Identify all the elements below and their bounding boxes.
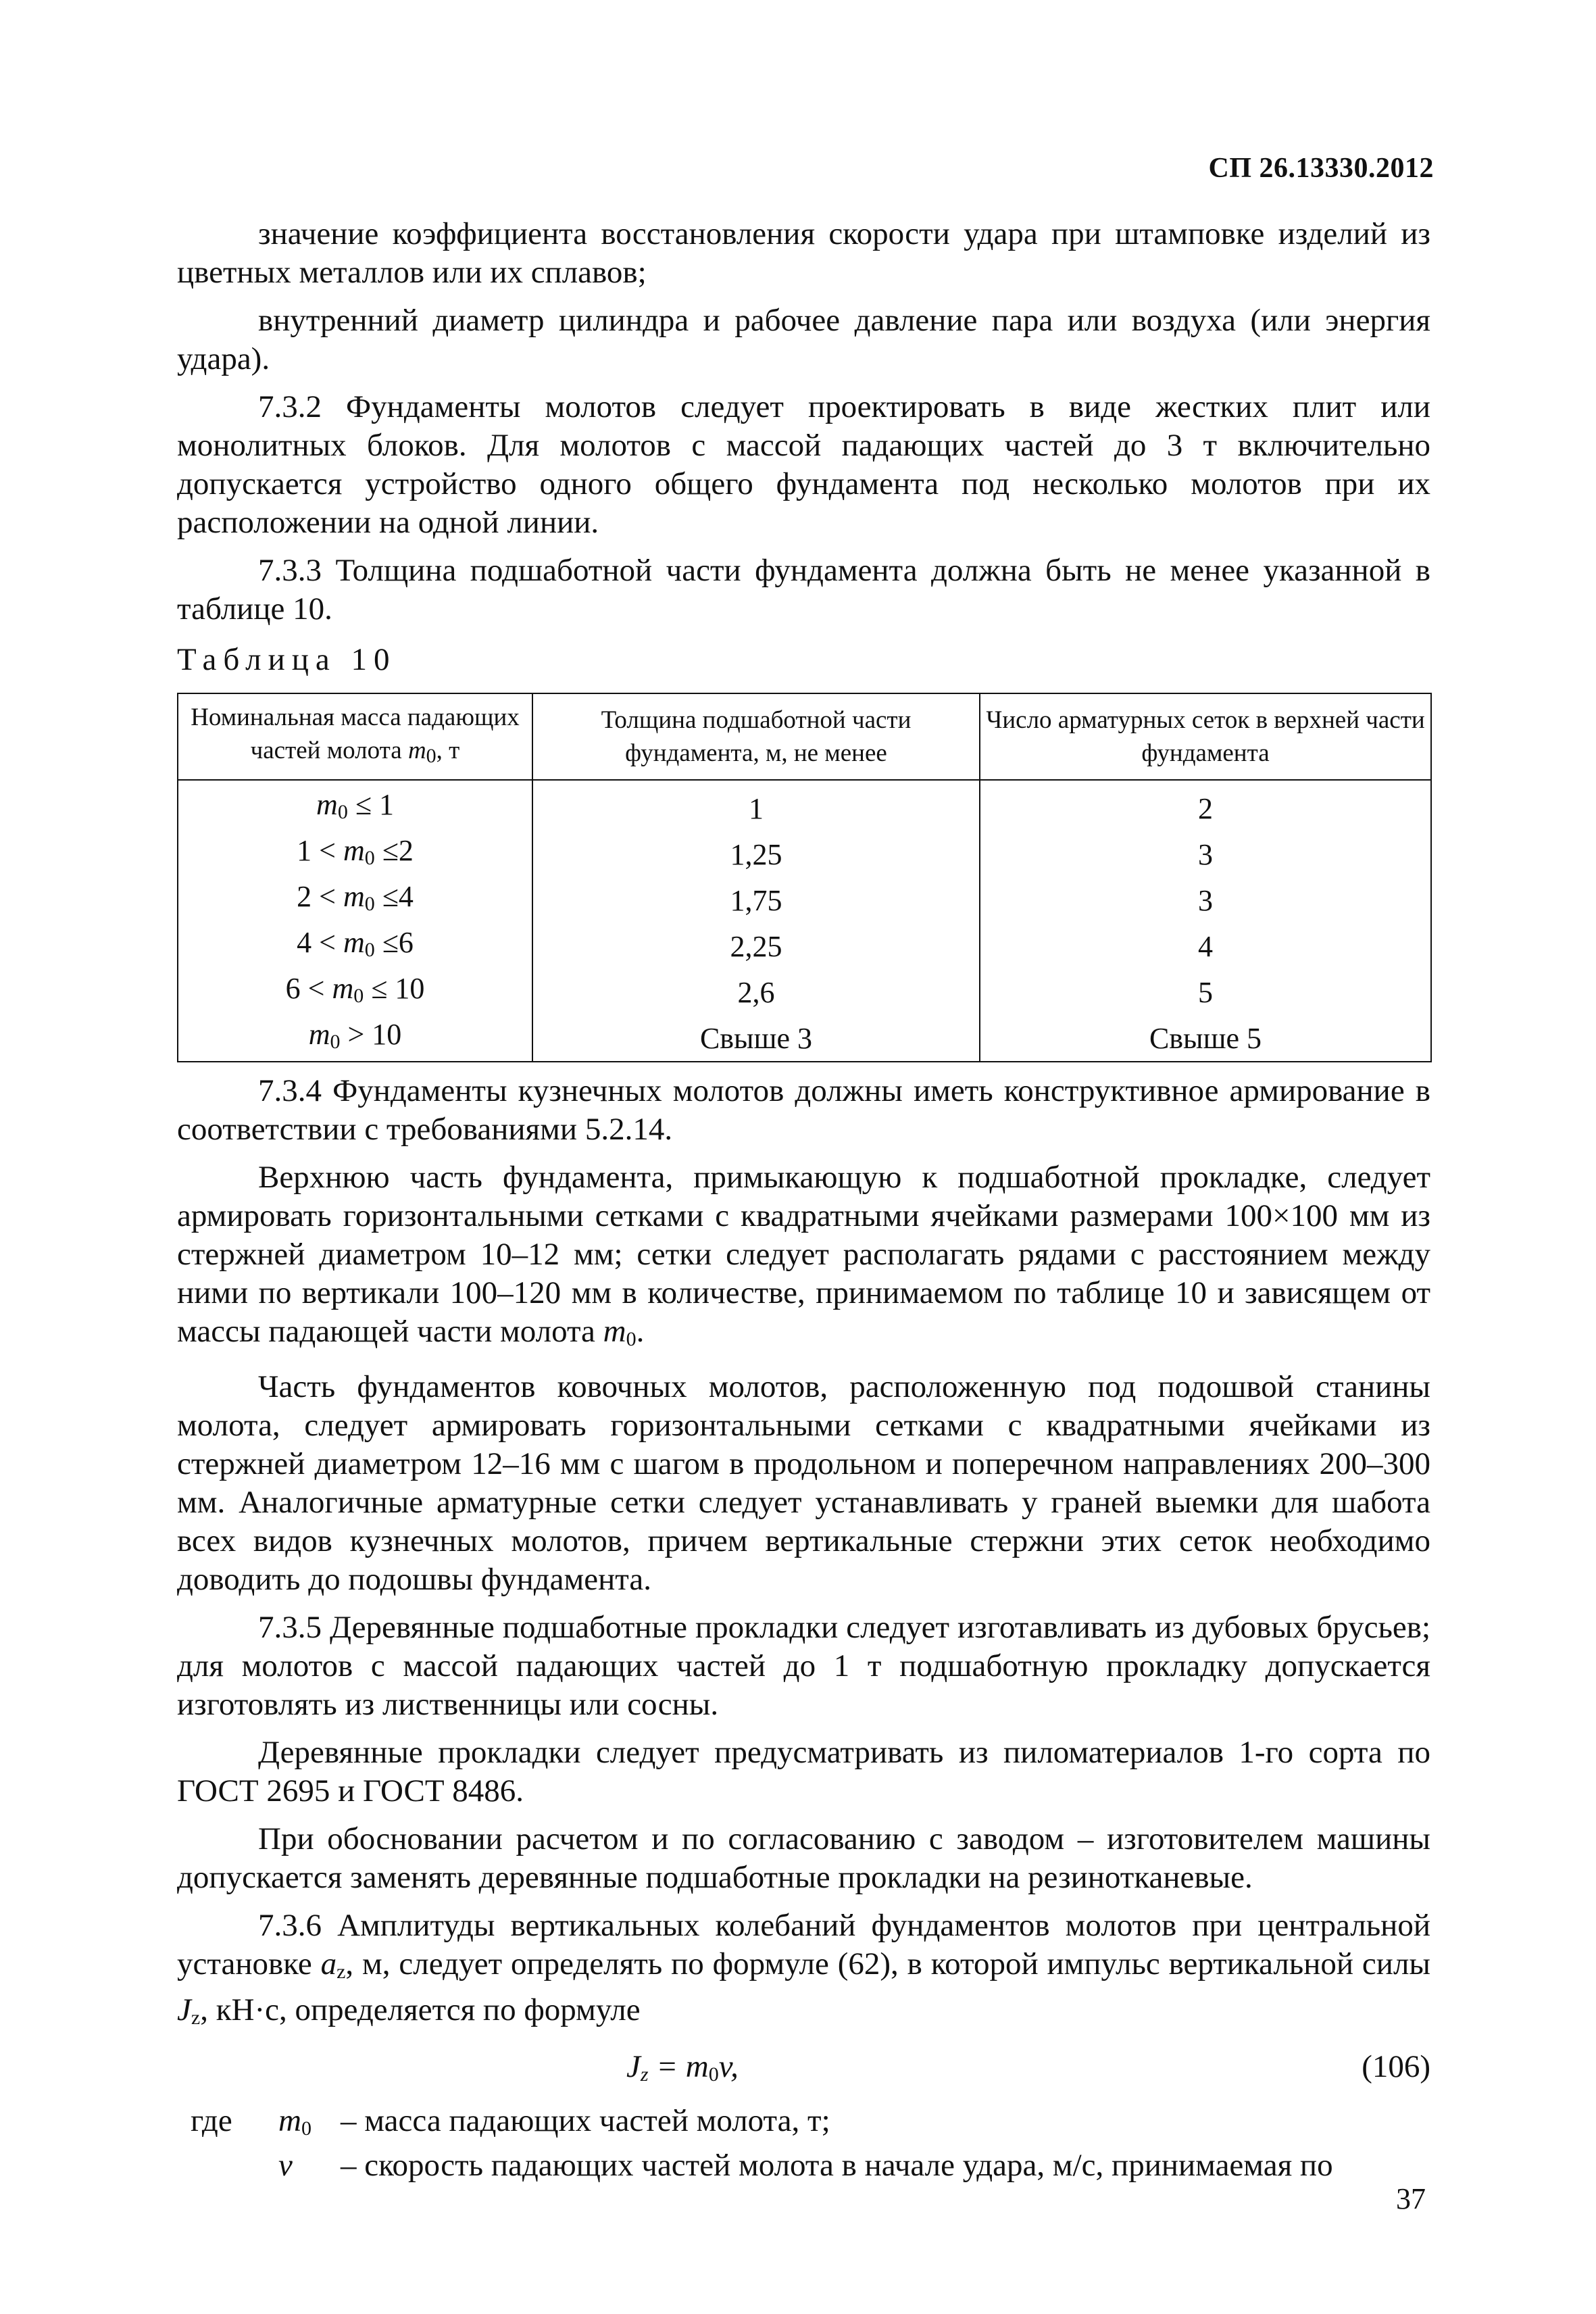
amplitude-subscript: z	[336, 1961, 346, 1983]
table-row	[178, 877, 1431, 923]
paragraph-7-3-4: 7.3.4 Фундаменты кузнечных молотов должны иметь конструктивное армирование в соответствии с требованиями 5.2.14.	[177, 1073, 1430, 1147]
paragraph-2: внутренний диаметр цилиндра и рабочее давление пара или воздуха (или энергия удара).	[177, 303, 1430, 376]
cell-mass	[178, 969, 532, 1015]
table-caption: Таблица 10	[177, 642, 397, 677]
cell-thickness: 1,25	[532, 831, 980, 877]
mass-value: $m_0 > 10$	[308, 1018, 402, 1053]
where-symbol: $m_0$	[278, 2103, 311, 2140]
paragraph-7-3-6-a: 7.3.6 Амплитуды вертикальных колебаний фундаментов молотов при центральной установке	[177, 1908, 1430, 1981]
table-row	[178, 1015, 1431, 1062]
page-content	[177, 215, 1430, 2191]
formula-number: (106)	[1362, 2049, 1430, 2084]
header-mass-symbol: m	[407, 737, 426, 764]
mass-value: $2 < m_0 \le 4$	[297, 880, 414, 915]
where-symbol: v	[278, 2148, 293, 2183]
table-10	[177, 693, 1432, 1062]
cell-thickness: 1,75	[532, 877, 980, 923]
header-mass	[178, 693, 532, 780]
cell-thickness: Свыше 3	[532, 1015, 980, 1062]
paragraph-7-3-5: 7.3.5 Деревянные подшаботные прокладки следует изготавливать из дубовых брусьев; для молотов с массой падающих частей до 1 т подшаботную прокладку допускается изготовлять из лиственницы или сосны.	[177, 1610, 1430, 1722]
paragraph-rubber-pads: При обосновании расчетом и по согласованию с заводом – изготовителем машины допускается заменять деревянные подшаботные прокладки на резинотканевые.	[177, 1821, 1430, 1895]
cell-mass	[178, 877, 532, 923]
mass-value: $1 < m_0 \le 2$	[297, 834, 414, 869]
mass-value: $m_0 \le 1$	[316, 788, 394, 823]
paragraph-7-3-3: 7.3.3 Толщина подшаботной части фундамента должна быть не менее указанной в таблице 10.	[177, 553, 1430, 626]
paragraph-7-3-6-c: , кН·с, определяется по формуле	[200, 1992, 641, 2027]
cell-thickness: 2,25	[532, 923, 980, 969]
where-item	[177, 2146, 1430, 2187]
impulse-subscript: z	[191, 2007, 201, 2029]
cell-meshes: 5	[980, 969, 1431, 1015]
where-text: – скорость падающих частей молота в начале удара, м/с, принимаемая по	[341, 2148, 1333, 2183]
paragraph-7-3-6-b: , м, следует определять по формуле (62), в которой импульс вертикальной силы	[345, 1946, 1430, 1981]
amplitude-symbol: a	[320, 1946, 337, 1981]
paragraph-reinforcement-top	[177, 1158, 1430, 1358]
table-body	[178, 780, 1431, 1062]
cell-meshes: 3	[980, 877, 1431, 923]
table-row	[178, 831, 1431, 877]
where-item	[177, 2102, 1430, 2142]
cell-mass	[178, 780, 532, 831]
document-code: СП 26.13330.2012	[1208, 153, 1434, 184]
cell-mass	[178, 923, 532, 969]
page-number: 37	[1396, 2182, 1426, 2215]
formula-106	[177, 2048, 1430, 2091]
mass-subscript: 0	[626, 1328, 637, 1350]
paragraph-7-3-2: 7.3.2 Фундаменты молотов следует проектировать в виде жестких плит или монолитных блоков. Для молотов с массой падающих частей до 3 т включительно допускается устройство одного общего фундамента под несколько молотов при их расположении на одной линии.	[177, 389, 1430, 540]
header-mass-text: Номинальная масса падающих частей молота	[191, 704, 520, 764]
cell-mass	[178, 1015, 532, 1062]
paragraph-end-dot: .	[636, 1314, 645, 1349]
table-row	[178, 780, 1431, 831]
cell-meshes: 4	[980, 923, 1431, 969]
formula-expression: $J_z = m_0v$,	[626, 2049, 739, 2086]
impulse-symbol: J	[177, 1992, 191, 2027]
where-text: – масса падающих частей молота, т;	[341, 2103, 830, 2138]
mass-value: $4 < m_0 \le 6$	[297, 926, 414, 961]
paragraph-7-3-6	[177, 1906, 1430, 2037]
paragraph-forging-hammers: Часть фундаментов ковочных молотов, расположенную под подошвой станины молота, следует армировать горизонтальными сетками с квадратными ячейками из стержней диаметром 12–16 мм с шагом в продольном и поперечном направлениях 200–300 мм. Аналогичные арматурные сетки следует устанавливать у граней выемки для шабота всех видов кузнечных молотов, причем вертикальные стержни этих сеток необходимо доводить до подошвы фундамента.	[177, 1369, 1430, 1597]
header-mass-unit: , т	[436, 737, 460, 764]
cell-thickness: 2,6	[532, 969, 980, 1015]
cell-meshes: 2	[980, 780, 1431, 831]
header-mass-subscript: 0	[426, 745, 437, 767]
paragraph-1: значение коэффициента восстановления скорости удара при штамповке изделий из цветных металлов или их сплавов;	[177, 216, 1430, 290]
header-meshes: Число арматурных сеток в верхней части фундамента	[980, 693, 1431, 780]
paragraph-reinforcement-text: Верхнюю часть фундамента, примыкающую к подшаботной прокладке, следует армировать горизонтальными сетками с квадратными ячейками размерами 100×100 мм из стержней диаметром 10–12 мм; сетки следует располагать рядами с расстоянием между ними по вертикали 100–120 мм в количестве, принимаемом по таблице 10 и зависящем от массы падающей части молота	[177, 1160, 1430, 1349]
cell-meshes: Свыше 5	[980, 1015, 1431, 1062]
table-header-row	[178, 693, 1431, 780]
mass-value: $6 < m_0 \le 10$	[285, 972, 425, 1007]
cell-thickness: 1	[532, 780, 980, 831]
cell-meshes: 3	[980, 831, 1431, 877]
paragraph-lumber: Деревянные прокладки следует предусматривать из пиломатериалов 1-го сорта по ГОСТ 2695 и ГОСТ 8486.	[177, 1735, 1430, 1808]
cell-mass	[178, 831, 532, 877]
where-word: где	[191, 2103, 232, 2138]
mass-symbol: m	[603, 1314, 626, 1349]
header-thickness: Толщина подшаботной части фундамента, м, не менее	[532, 693, 980, 780]
table-row	[178, 923, 1431, 969]
table-row	[178, 969, 1431, 1015]
